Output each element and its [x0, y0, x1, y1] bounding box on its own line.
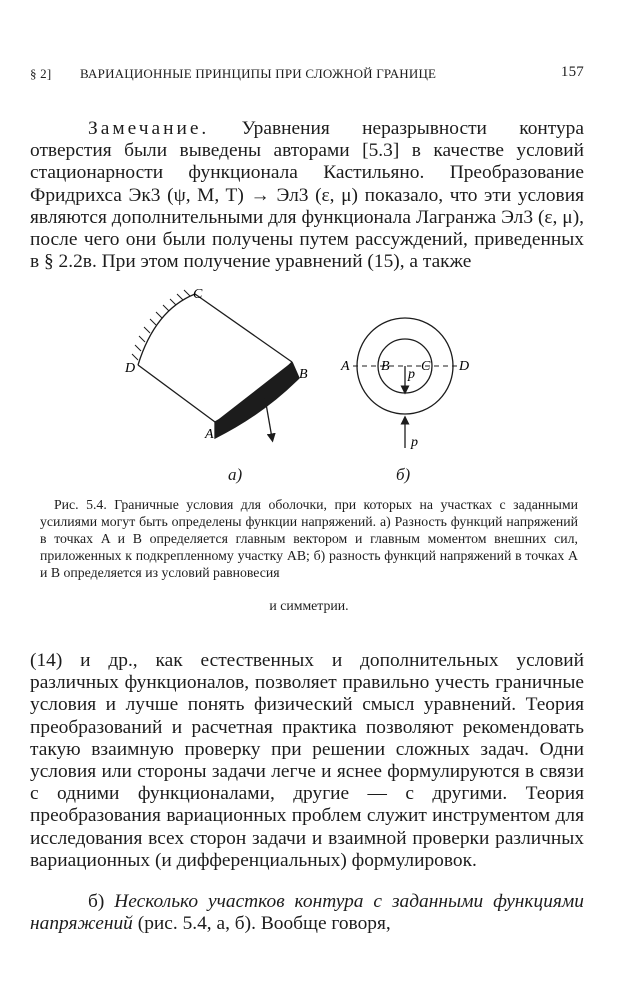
paragraph-continuation: (14) и др., как естественных и дополнительных условий различных функционалов, позволяет правильно учесть граничные условия и лучше понять физический смысл уравнений. Теория преобразований и расчетная практика позволяют рекомендовать такую взаимную проверку при решении сложных задач. Одни условия или стороны задачи легче и яснее формулируются в связи с одними функционалами, другие — с другими. Теория преобразования вариационных проблем служит инструментом для исследования всех сторон задачи и взаимной проверки различных вариационных (и дифференциальных) формулировок. — [30, 650, 584, 871]
label-c-a: C — [193, 287, 203, 302]
figure-caption: Рис. 5.4. Граничные условия для оболочки, при которых на участках с заданными усилиями могут быть определены функции напряжений. а) Разность функций напряжений в точках A и B определяется главным вектором и главным моментом внешних сил, приложенных к подкрепленному участку AB; б) разность функций напряжений в точках A и B определяется из условий равновесия — [40, 497, 578, 581]
label-b-a: B — [299, 367, 308, 382]
edge-da — [138, 365, 215, 422]
section-number: § 2] — [30, 66, 52, 81]
page-number: 157 — [560, 64, 584, 80]
paragraph-b — [30, 891, 584, 935]
figure-5-4 — [115, 280, 495, 490]
label-d-a: D — [125, 361, 136, 376]
label-a-a: A — [205, 427, 214, 442]
label-c-b: C — [421, 359, 431, 374]
label-b-b: B — [381, 359, 390, 374]
paragraph-remark — [30, 118, 584, 273]
item-marker: б) — [88, 891, 105, 912]
running-title: ВАРИАЦИОННЫЕ ПРИНЦИПЫ ПРИ СЛОЖНОЙ ГРАНИЦЕ — [80, 66, 437, 81]
shell-drawing — [132, 290, 299, 438]
label-p-inner: p — [408, 367, 415, 382]
label-p-outer: p — [411, 435, 418, 450]
sublabel-a: а) — [228, 465, 243, 484]
remark-text: Уравнения неразрывности контура отверстия были выведены авторами [5.3] в качестве условий стационарности функционала Кастильяно. Преобразование Фридрихса Эк3 (ψ, M, T) → Эл3 (ε, μ) показало, что эти условия являются дополнительными для функционала Лагранжа Эл3 (ε, μ), после чего они были получены путем рассуждений, приведенных в § 2.2в. При этом получение уравнений (15), а также — [30, 118, 584, 273]
item-heading: Несколько участков контура с заданными функциями напряжений — [30, 891, 584, 935]
label-a-b: A — [341, 359, 350, 374]
stiffener-ab — [215, 362, 299, 438]
running-header — [30, 64, 584, 86]
figure-caption-tail: и симметрии. — [269, 598, 349, 613]
sublabel-b: б) — [396, 465, 411, 484]
annulus-drawing — [353, 318, 457, 448]
edge-cb — [195, 294, 292, 362]
label-d-b: D — [459, 359, 470, 374]
item-text: (рис. 5.4, а, б). Вообще говоря, — [137, 913, 391, 935]
remark-lead: Замечание. — [88, 118, 210, 139]
